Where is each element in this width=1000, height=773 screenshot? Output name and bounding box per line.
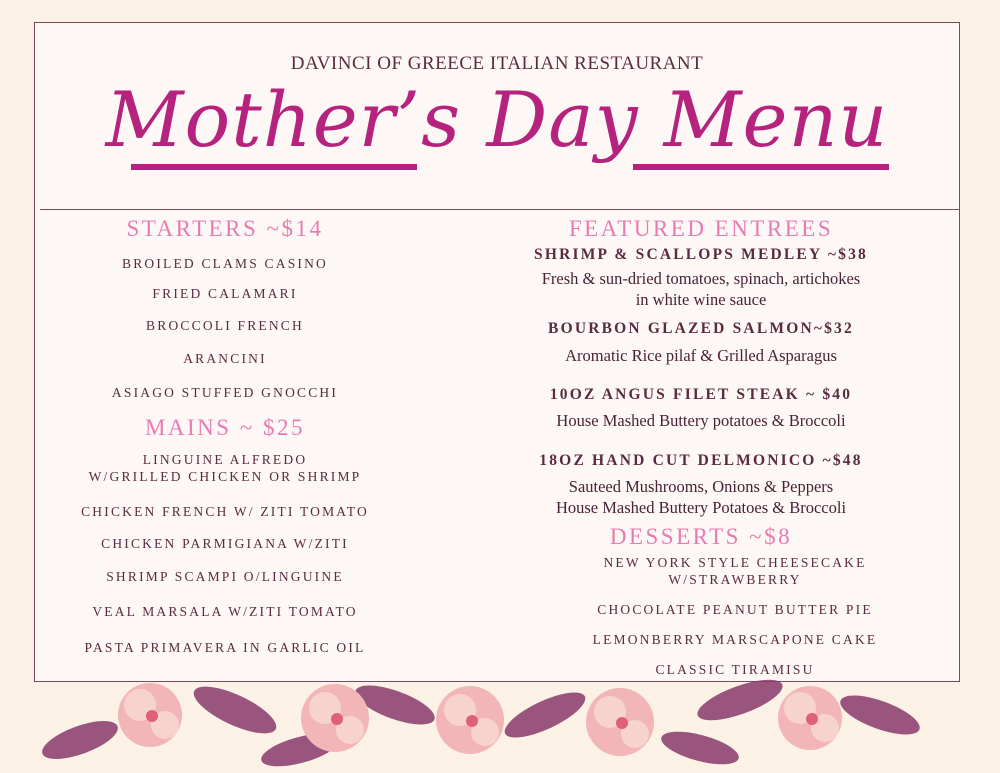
entree-description — [501, 476, 901, 518]
restaurant-name: DAVINCI OF GREECE ITALIAN RESTAURANT — [290, 53, 704, 74]
entree-title: SHRIMP & SCALLOPS MEDLEY ~$38 — [534, 246, 868, 263]
entree-description-line: in white wine sauce — [635, 290, 767, 309]
starter-item: ASIAGO STUFFED GNOCCHI — [111, 385, 339, 400]
entree-description — [501, 268, 901, 310]
menu-card — [34, 22, 960, 682]
header-divider — [40, 209, 959, 210]
flower-border-illustration — [0, 670, 1000, 773]
main-item-line: LINGUINE ALFREDO — [142, 452, 308, 467]
starter-item: BROILED CLAMS CASINO — [121, 256, 328, 271]
title-underline-right — [633, 164, 889, 170]
entree-description-line: Fresh & sun-dried tomatoes, spinach, artichokes — [541, 269, 861, 288]
dessert-item: LEMONBERRY MARSCAPONE CAKE — [592, 632, 878, 647]
main-item: PASTA PRIMAVERA IN GARLIC OIL — [84, 640, 366, 655]
entree-title: BOURBON GLAZED SALMON~$32 — [548, 320, 854, 337]
dessert-item: CHOCOLATE PEANUT BUTTER PIE — [597, 602, 873, 617]
main-item: VEAL MARSALA W/ZITI TOMATO — [92, 604, 358, 619]
entree-description-line: Sauteed Mushrooms, Onions & Peppers — [568, 477, 834, 496]
starter-item: BROCCOLI FRENCH — [146, 318, 304, 333]
starter-item: FRIED CALAMARI — [152, 286, 298, 301]
menu-title: Mother’s Day Menu — [105, 75, 889, 164]
title-underline-left — [131, 164, 417, 170]
entrees-heading: FEATURED ENTREES — [568, 216, 834, 241]
dessert-item-line: W/STRAWBERRY — [668, 572, 802, 587]
mains-heading: MAINS ~ $25 — [144, 415, 306, 440]
dessert-item — [535, 554, 935, 588]
entree-description: House Mashed Buttery potatoes & Broccoli — [556, 411, 846, 430]
main-item — [75, 451, 375, 485]
main-item-line: W/GRILLED CHICKEN OR SHRIMP — [88, 469, 362, 484]
starters-heading: STARTERS ~$14 — [126, 216, 324, 241]
starter-item: ARANCINI — [183, 351, 267, 366]
main-item: CHICKEN PARMIGIANA W/ZITI — [101, 536, 349, 551]
dessert-item: CLASSIC TIRAMISU — [655, 662, 815, 677]
dessert-item-line: NEW YORK STYLE CHEESECAKE — [603, 555, 867, 570]
entree-description: Aromatic Rice pilaf & Grilled Asparagus — [565, 346, 837, 365]
entree-description-line: House Mashed Buttery Potatoes & Broccoli — [555, 498, 847, 517]
main-item: SHRIMP SCAMPI O/LINGUINE — [106, 569, 344, 584]
entree-title: 18OZ HAND CUT DELMONICO ~$48 — [539, 452, 863, 469]
entree-title: 10OZ ANGUS FILET STEAK ~ $40 — [549, 386, 853, 403]
main-item: CHICKEN FRENCH W/ ZITI TOMATO — [81, 504, 369, 519]
desserts-heading: DESSERTS ~$8 — [609, 524, 793, 549]
